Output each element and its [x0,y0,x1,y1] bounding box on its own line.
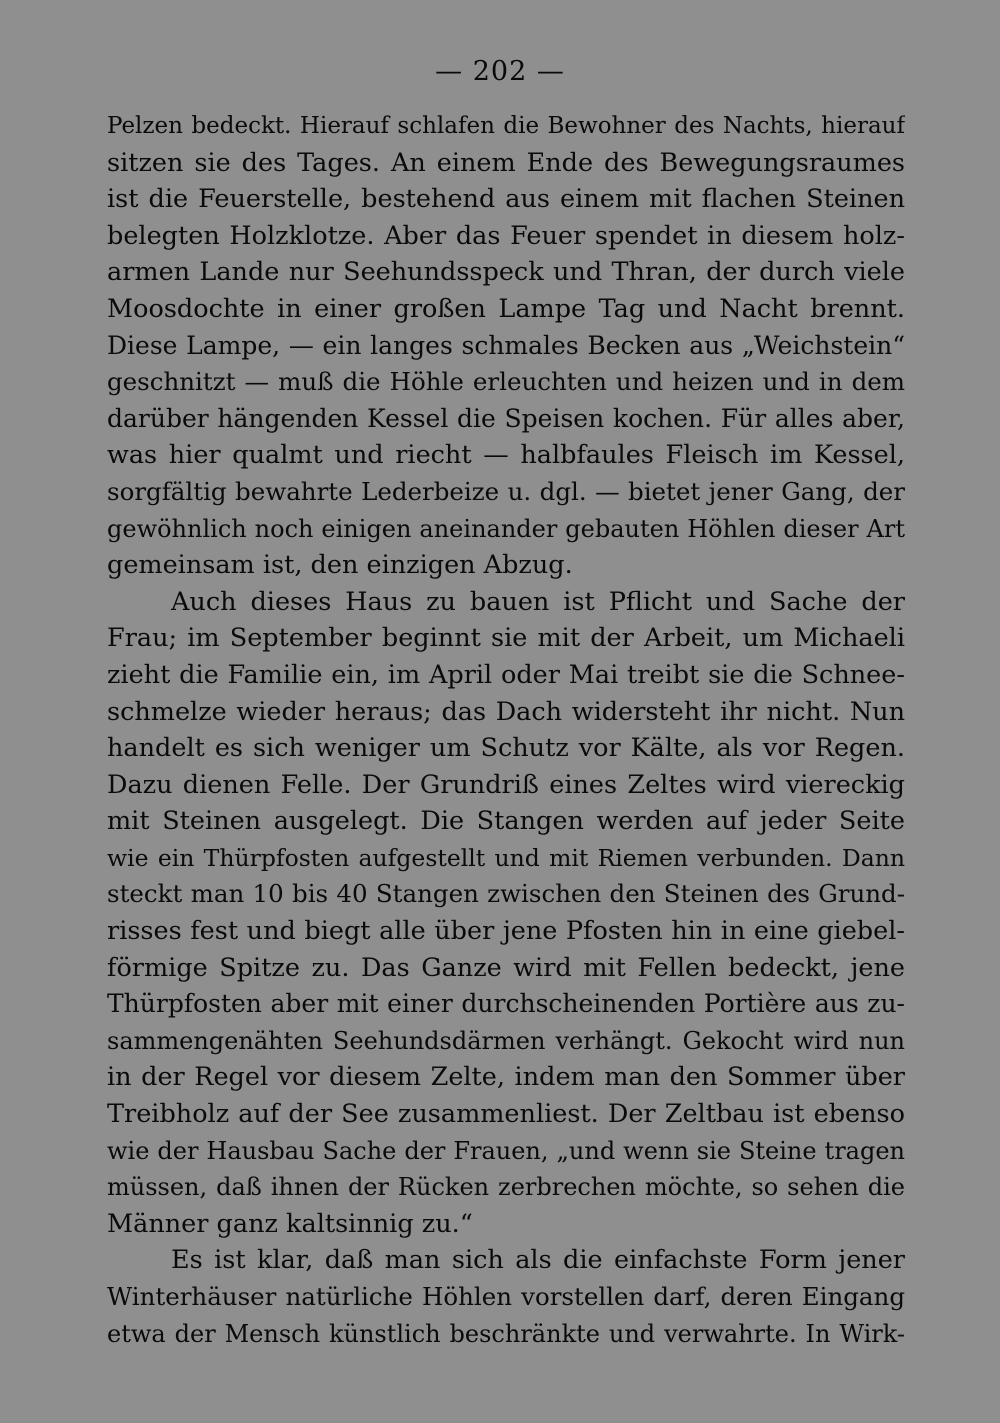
text-line: Männer ganz kaltsinnig zu.“ [107,1208,473,1239]
text-line: müssen, daß ihnen der Rücken zerbrechen möchte, so sehen die [107,1173,905,1202]
text-line: Diese Lampe, — ein langes schmales Becken aus „Weichstein“ [107,330,905,360]
text-line: darüber hängenden Kessel die Speisen kochen. Für alles aber, [107,403,905,433]
text-line: Moosdochte in einer großen Lampe Tag und Nacht brennt. [107,293,905,324]
text-line: gemeinsam ist, den einzigen Abzug. [107,550,573,581]
text-line: Dazu dienen Felle. Der Grundriß eines Zeltes wird viereckig [107,769,905,800]
text-line: Es ist klar, daß man sich als die einfachste Form jener [171,1245,905,1276]
text-line: förmige Spitze zu. Das Ganze wird mit Fellen bedeckt, jene [107,952,905,983]
text-line: Winterhäuser natürliche Höhlen vorstellen darf, deren Eingang [107,1282,905,1311]
text-line: gewöhnlich noch einigen aneinander gebauten Höhlen dieser Art [107,514,905,543]
text-line: sorgfältig bewahrte Lederbeize u. dgl. — bietet jener Gang, der [107,476,905,506]
text-line: Pelzen bedeckt. Hierauf schlafen die Bewohner des Nachts, hierauf [107,113,905,139]
text-line: wie der Hausbau Sache der Frauen, „und wenn sie Steine tragen [107,1136,905,1165]
text-line: armen Lande nur Seehundsspeck und Thran, der durch viele [107,257,905,288]
text-line: zieht die Familie ein, im April oder Mai treibt sie die Schnee- [107,659,905,690]
text-line: belegten Holzklotze. Aber das Feuer spendet in diesem holz- [107,220,905,251]
text-line: geschnitzt — muß die Höhle erleuchten und heizen und in dem [107,367,905,397]
text-line: wie ein Thürpfosten aufgestellt und mit Riemen verbunden. Dann [107,843,905,872]
text-line: Treibholz auf der See zusammenliest. Der Zeltbau ist ebenso [107,1099,905,1130]
text-line: was hier qualmt und riecht — halbfaules Fleisch im Kessel, [107,440,905,471]
text-line: sammengenähten Seehundsdärmen verhängt. Gekocht wird nun [107,1026,905,1055]
page-number: — 202 — [435,56,565,87]
body-text [107,108,905,1352]
text-line: ist die Feuerstelle, bestehend aus einem mit flachen Steinen [107,184,905,215]
text-line: mit Steinen ausgelegt. Die Stangen werden auf jeder Seite [107,806,905,837]
text-line: risses fest und biegt alle über jene Pfosten hin in eine giebel- [107,916,905,947]
text-line: sitzen sie des Tages. An einem Ende des Bewegungsraumes [107,147,905,178]
text-line: etwa der Mensch künstlich beschränkte und verwahrte. In Wirk- [107,1319,905,1348]
text-line: Thürpfosten aber mit einer durchscheinenden Portière aus zu- [107,989,905,1019]
text-line: handelt es sich weniger um Schutz vor Kälte, als vor Regen. [107,733,905,764]
text-line: Auch dieses Haus zu bauen ist Pflicht und Sache der [171,586,905,617]
text-line: in der Regel vor diesem Zelte, indem man den Sommer über [107,1062,905,1093]
text-line: steckt man 10 bis 40 Stangen zwischen den Steinen des Grund- [107,879,905,909]
text-line: Frau; im September beginnt sie mit der Arbeit, um Michaeli [107,623,905,654]
text-line: schmelze wieder heraus; das Dach widersteht ihr nicht. Nun [107,696,905,727]
